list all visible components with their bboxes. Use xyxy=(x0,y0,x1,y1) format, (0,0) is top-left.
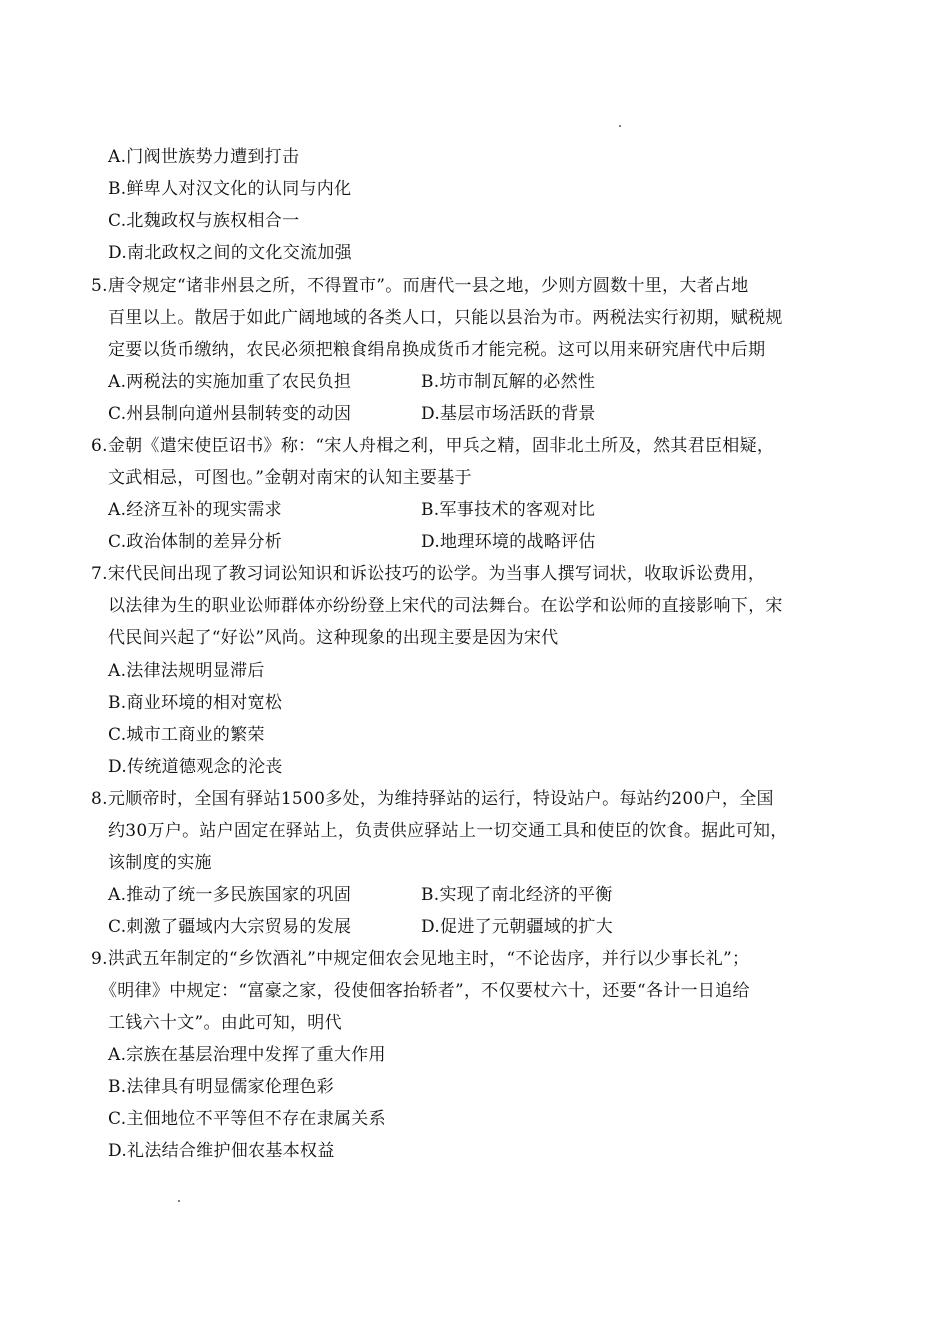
q9-stem-line-3: 工钱六十文”。由此可知，明代 xyxy=(108,1013,342,1033)
q9-stem-line-2: 《明律》中规定：“富豪之家，役使佃客抬轿者”，不仅要杖六十，还要“各计一日追给 xyxy=(100,981,750,1001)
q6-stem-line-1: 6.金朝《遣宋使臣诏书》称：“宋人舟楫之利，甲兵之精，固非北土所及，然其君臣相疑， xyxy=(91,436,775,456)
q7-stem-line-2: 以法律为生的职业讼师群体亦纷纷登上宋代的司法舞台。在讼学和讼师的直接影响下，宋 xyxy=(108,596,783,616)
q5-stem-line-2: 百里以上。散居于如此广阔地域的各类人口，只能以县治为市。两税法实行初期，赋税规 xyxy=(108,308,783,328)
q7-option-a: A.法律法规明显滞后 xyxy=(108,661,265,681)
q5-stem-line-1: 5.唐令规定“诸非州县之所，不得置市”。而唐代一县之地，少则方圆数十里，大者占地 xyxy=(91,276,749,296)
q5-option-c: C.州县制向道州县制转变的动因 xyxy=(108,404,352,424)
q5-option-a: A.两税法的实施加重了农民负担 xyxy=(108,372,352,392)
q7-stem-line-3: 代民间兴起了“好讼”风尚。这种现象的出现主要是因为宋代 xyxy=(108,628,559,648)
q6-option-c: C.政治体制的差异分析 xyxy=(108,532,283,552)
q4-option-d: D.南北政权之间的文化交流加强 xyxy=(108,243,352,263)
q8-stem-line-2: 约30万户。站户固定在驿站上，负责供应驿站上一切交通工具和使臣的饮食。据此可知， xyxy=(108,821,788,841)
q7-option-b: B.商业环境的相对宽松 xyxy=(108,693,283,713)
q5-option-d: D.基层市场活跃的背景 xyxy=(421,404,596,424)
q6-option-d: D.地理环境的战略评估 xyxy=(421,532,596,552)
q5-option-b: B.坊市制瓦解的必然性 xyxy=(421,372,596,392)
q9-option-d: D.礼法结合维护佃农基本权益 xyxy=(108,1141,335,1161)
q8-option-c: C.刺激了疆域内大宗贸易的发展 xyxy=(108,917,352,937)
q8-option-d: D.促进了元朝疆域的扩大 xyxy=(421,917,614,937)
q8-stem-line-3: 该制度的实施 xyxy=(108,853,212,873)
q8-stem-line-1: 8.元顺帝时，全国有驿站1500多处，为维持驿站的运行，特设站户。每站约200户，全国 xyxy=(91,789,774,809)
q7-stem-line-1: 7.宋代民间出现了教习词讼知识和诉讼技巧的讼学。为当事人撰写词状，收取诉讼费用， xyxy=(91,564,766,584)
q9-option-c: C.主佃地位不平等但不存在隶属关系 xyxy=(108,1109,386,1129)
q6-option-a: A.经济互补的现实需求 xyxy=(108,500,282,520)
q9-option-a: A.宗族在基层治理中发挥了重大作用 xyxy=(108,1045,386,1065)
q7-option-d: D.传统道德观念的沦丧 xyxy=(108,757,283,777)
q4-option-c: C.北魏政权与族权相合一 xyxy=(108,211,300,231)
q6-stem-line-2: 文武相忌，可图也。”金朝对南宋的认知主要基于 xyxy=(108,468,472,488)
q9-option-b: B.法律具有明显儒家伦理色彩 xyxy=(108,1077,335,1097)
q9-stem-line-1: 9.洪武五年制定的“乡饮酒礼”中规定佃农会见地主时，“不论齿序，并行以少事长礼”； xyxy=(91,949,750,969)
q6-option-b: B.军事技术的客观对比 xyxy=(421,500,596,520)
q5-stem-line-3: 定要以货币缴纳，农民必须把粮食绢帛换成货币才能完税。这可以用来研究唐代中后期 xyxy=(108,340,766,360)
q7-option-c: C.城市工商业的繁荣 xyxy=(108,725,265,745)
q4-option-b: B.鲜卑人对汉文化的认同与内化 xyxy=(108,179,352,199)
scan-speck xyxy=(619,125,621,127)
scan-speck xyxy=(178,1200,180,1202)
q4-option-a: A.门阀世族势力遭到打击 xyxy=(108,147,300,167)
q8-option-a: A.推动了统一多民族国家的巩固 xyxy=(108,885,352,905)
q8-option-b: B.实现了南北经济的平衡 xyxy=(421,885,613,905)
